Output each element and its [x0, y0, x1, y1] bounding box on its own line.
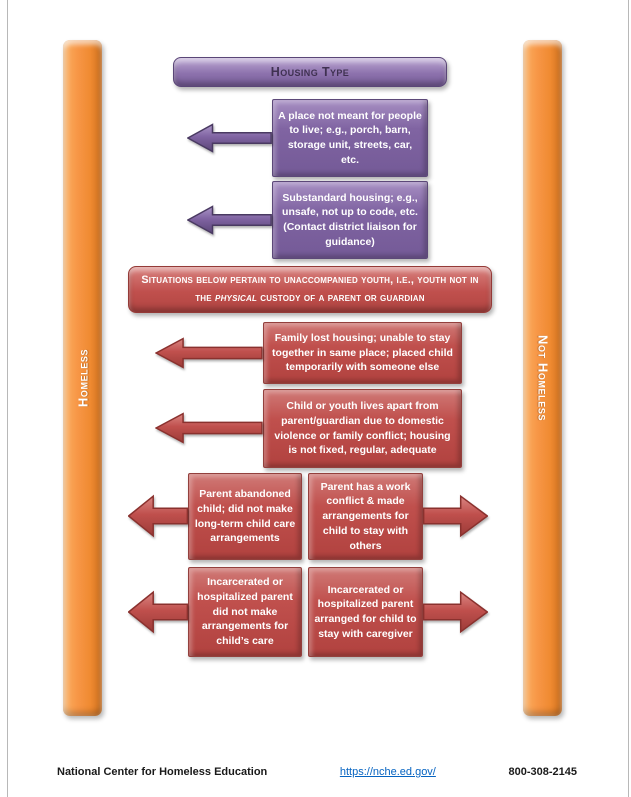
page-footer: [57, 766, 577, 778]
footer-link[interactable]: https://nche.ed.gov/: [339, 766, 436, 778]
box-parent-work-conflict: Parent has a work conflict & made arrangements for child to stay with others: [308, 473, 423, 560]
footer-org-name: National Center for Homeless Education: [57, 766, 268, 778]
not-homeless-column-bar: [523, 40, 562, 716]
box-incarcerated-no-arrangements: Incarcerated or hospitalized parent did not make arrangements for child’s care: [188, 567, 302, 657]
homeless-label: Homeless: [75, 348, 90, 408]
left-arrow-icon: [128, 590, 188, 634]
right-arrow-icon: [423, 494, 488, 538]
left-arrow-icon: [155, 412, 263, 444]
footer-phone: 800-308-2145: [508, 766, 577, 778]
homeless-column-bar: [63, 40, 102, 716]
banner-part1: Situations below pertain to unaccompanied youth, i.e., youth not in the: [141, 274, 479, 304]
page-border-left: [7, 0, 8, 797]
banner-part2: custody of a parent or guardian: [260, 291, 425, 304]
left-arrow-icon: [187, 205, 272, 235]
left-arrow-icon: [155, 337, 263, 369]
banner-text: [139, 272, 481, 307]
not-homeless-label: Not Homeless: [535, 334, 550, 422]
box-substandard-housing: Substandard housing; e.g., unsafe, not up to code, etc. (Contact district liaison for guidance): [272, 181, 428, 259]
left-arrow-icon: [187, 123, 272, 153]
banner-italic-word: physical: [215, 291, 258, 304]
left-arrow-icon: [128, 494, 188, 538]
box-parent-abandoned: Parent abandoned child; did not make long-term child care arrangements: [188, 473, 302, 560]
unaccompanied-youth-banner: [128, 266, 492, 313]
page-border-right: [628, 0, 629, 797]
right-arrow-icon: [423, 590, 488, 634]
box-place-not-meant: A place not meant for people to live; e.g., porch, barn, storage unit, streets, car, etc.: [272, 99, 428, 177]
box-family-lost-housing: Family lost housing; unable to stay together in same place; placed child temporarily with someone else: [263, 322, 462, 384]
box-child-lives-apart: Child or youth lives apart from parent/guardian due to domestic violence or family conflict; housing is not fixed, regular, adequate: [263, 389, 462, 468]
housing-type-header: Housing Type: [173, 57, 447, 87]
box-incarcerated-arranged-caregiver: Incarcerated or hospitalized parent arranged for child to stay with caregiver: [308, 567, 423, 657]
